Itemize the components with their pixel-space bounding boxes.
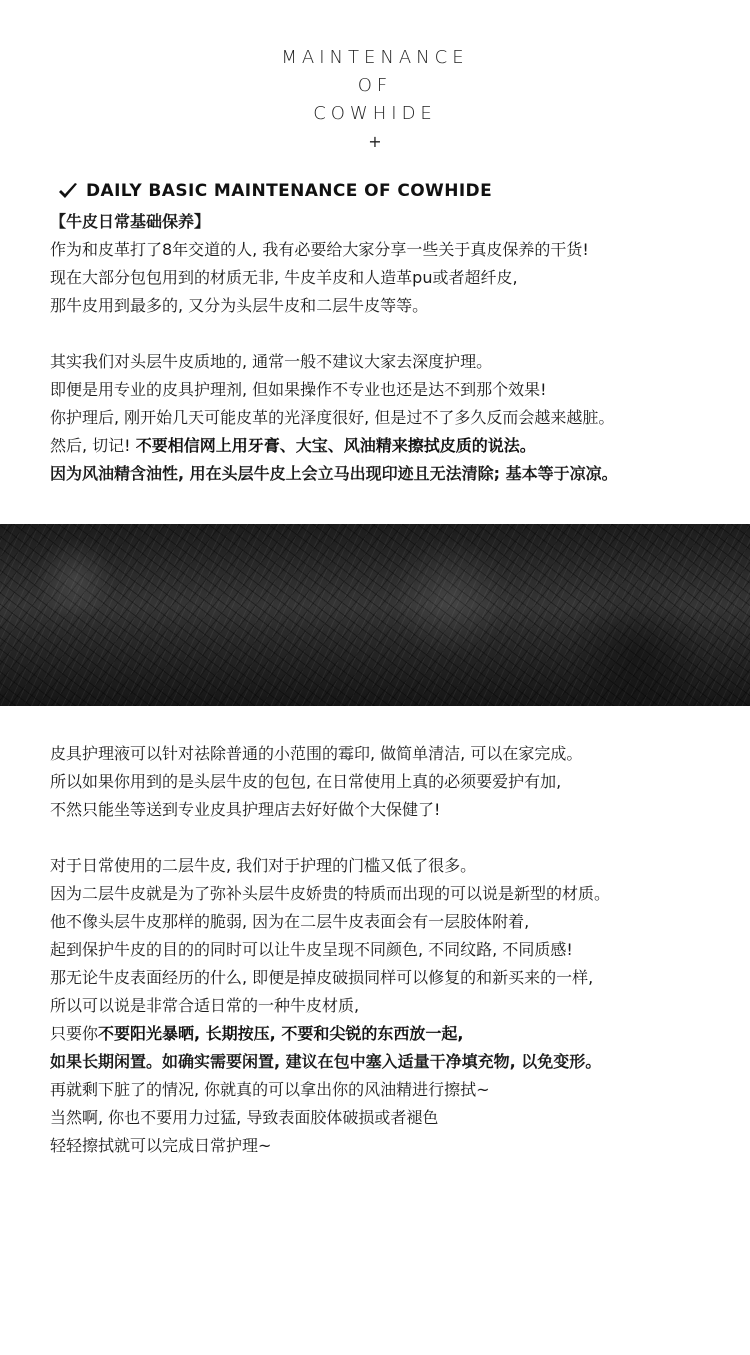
paragraph-line: 因为二层牛皮就是为了弥补头层牛皮娇贵的特质而出现的可以说是新型的材质。 [50,884,611,903]
section-heading-text: DAILY BASIC MAINTENANCE OF COWHIDE [86,181,493,201]
sub-heading: 【牛皮日常基础保养】 [50,212,211,231]
plus-icon: + [368,132,382,151]
paragraph-line: 即便是用专业的皮具护理剂, 但如果操作不专业也还是达不到那个效果! [50,380,547,399]
title-line-1: MAINTENANCE [281,47,469,68]
paragraph-line: 他不像头层牛皮那样的脆弱, 因为在二层牛皮表面会有一层胶体附着, [50,912,530,931]
paragraph-line-tip [50,1020,730,1048]
leather-texture-image [0,524,750,706]
paragraph-line: 那无论牛皮表面经历的什么, 即便是掉皮破损同样可以修复的和新买来的一样, [50,968,594,987]
title-line-2: OF [357,75,393,96]
paragraph-line: 对于日常使用的二层牛皮, 我们对于护理的门槛又低了很多。 [50,856,477,875]
paragraph-line: 不然只能坐等送到专业皮具护理店去好好做个大保健了! [50,800,441,819]
paragraph-line: 作为和皮革打了8年交道的人, 我有必要给大家分享一些关于真皮保养的干货! [50,240,589,259]
warning-prefix: 然后, 切记! [50,436,136,455]
check-icon [58,181,78,201]
paragraph-line: 你护理后, 刚开始几天可能皮革的光泽度很好, 但是过不了多久反而会越来越脏。 [50,408,615,427]
paragraph-line: 那牛皮用到最多的, 又分为头层牛皮和二层牛皮等等。 [50,296,429,315]
tip-prefix: 只要你 [50,1024,99,1043]
paragraph-line-warning [50,432,730,460]
paragraph-line: 起到保护牛皮的目的的同时可以让牛皮呈现不同颜色, 不同纹路, 不同质感! [50,940,573,959]
paragraph-line: 皮具护理液可以针对祛除普通的小范围的霉印, 做简单清洁, 可以在家完成。 [50,744,583,763]
paragraph-line-emphasis: 如果长期闲置。如确实需要闲置, 建议在包中塞入适量干净填充物, 以免变形。 [50,1052,602,1071]
tip-emphasis: 不要阳光暴晒, 长期按压, 不要和尖锐的东西放一起, [98,1024,464,1043]
paragraph-line: 所以可以说是非常合适日常的一种牛皮材质, [50,996,360,1015]
warning-emphasis: 不要相信网上用牙膏、大宝、风油精来擦拭皮质的说法。 [135,436,536,455]
paragraph-line: 当然啊, 你也不要用力过猛, 导致表面胶体破损或者褪色 [50,1108,439,1127]
paragraph-line: 所以如果你用到的是头层牛皮的包包, 在日常使用上真的必须要爱护有加, [50,772,562,791]
paragraph-line-emphasis: 因为风油精含油性, 用在头层牛皮上会立马出现印迹且无法清除; 基本等于凉凉。 [50,464,618,483]
section-heading [58,181,492,201]
page-title [0,44,750,156]
paragraph-line: 轻轻擦拭就可以完成日常护理~ [50,1136,272,1155]
paragraph-line: 再就剩下脏了的情况, 你就真的可以拿出你的风油精进行擦拭~ [50,1080,490,1099]
paragraph-line: 其实我们对头层牛皮质地的, 通常一般不建议大家去深度护理。 [50,352,493,371]
section-1-body [50,208,730,488]
paragraph-line: 现在大部分包包用到的材质无非, 牛皮羊皮和人造革pu或者超纤皮, [50,268,518,287]
section-2-body [50,740,730,1160]
title-line-3: COWHIDE [313,103,437,124]
